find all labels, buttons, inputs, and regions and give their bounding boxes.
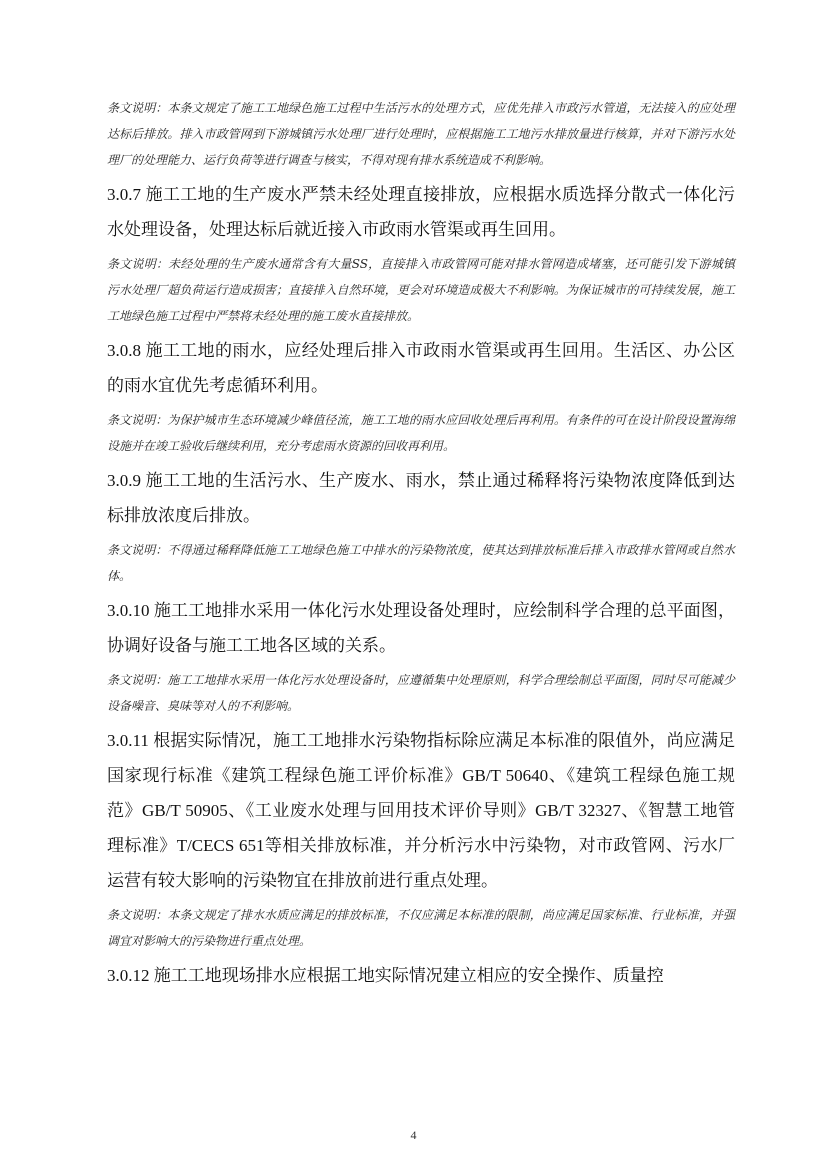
clause-3-0-7: 3.0.7 施工工地的生产废水严禁未经处理直接排放，应根据水质选择分散式一体化污水处理设备，处理达标后就近接入市政雨水管渠或再生回用。: [107, 185, 735, 239]
clause-explanation: 条文说明：本条文规定了排水水质应满足的排放标准，不仅应满足本标准的限制，尚应满足国家标准、行业标准，并强调宜对影响大的污染物进行重点处理。: [107, 908, 735, 948]
clause-explanation: 条文说明：本条文规定了施工工地绿色施工过程中生活污水的处理方式，应优先排入市政污水管道，无法接入的应处理达标后排放。排入市政管网到下游城镇污水处理厂进行处理时，应根据施工工地污水排放量进行核算，并对下游污水处理厂的处理能力、运行负荷等进行调查与核实，不得对现有排水系统造成不利影响。: [107, 101, 735, 167]
clause-explanation: 条文说明：施工工地排水采用一体化污水处理设备时，应遵循集中处理原则，科学合理绘制总平面图，同时尽可能减少设备噪音、臭味等对人的不利影响。: [107, 673, 735, 713]
clause-3-0-9: 3.0.9 施工工地的生活污水、生产废水、雨水，禁止通过稀释将污染物浓度降低到达标排放浓度后排放。: [107, 471, 735, 525]
clause-explanation: 条文说明：为保护城市生态环境减少峰值径流，施工工地的雨水应回收处理后再利用。有条件的可在设计阶段设置海绵设施并在竣工验收后继续利用，充分考虑雨水资源的回收再利用。: [107, 413, 735, 453]
clause-3-0-12: 3.0.12 施工工地现场排水应根据工地实际情况建立相应的安全操作、质量控: [107, 966, 664, 985]
page-content: [107, 95, 735, 993]
page-number: 4: [410, 1128, 417, 1142]
clause-explanation: 条文说明：未经处理的生产废水通常含有大量SS，直接排入市政管网可能对排水管网造成堵塞，还可能引发下游城镇污水处理厂超负荷运行造成损害；直接排入自然环境，更会对环境造成极大不利影响。为保证城市的可持续发展，施工工地绿色施工过程中严禁将未经处理的施工废水直接排放。: [107, 257, 735, 323]
clause-3-0-11: 3.0.11 根据实际情况，施工工地排水污染物指标除应满足本标准的限值外，尚应满足国家现行标准《建筑工程绿色施工评价标准》GB/T 50640、《建筑工程绿色施工规范》GB/T 50905、《工业废水处理与回用技术评价导则》GB/T 32327、《智慧工地管理标准》T/CECS 651等相关排放标准，并分析污水中污染物，对市政管网、污水厂运营有较大影响的污染物宜在排放前进行重点处理。: [107, 731, 735, 890]
clause-explanation: 条文说明：不得通过稀释降低施工工地绿色施工中排水的污染物浓度，使其达到排放标准后排入市政排水管网或自然水体。: [107, 543, 735, 583]
clause-3-0-8: 3.0.8 施工工地的雨水，应经处理后排入市政雨水管渠或再生回用。生活区、办公区的雨水宜优先考虑循环利用。: [107, 341, 735, 395]
clause-3-0-10: 3.0.10 施工工地排水采用一体化污水处理设备处理时，应绘制科学合理的总平面图，协调好设备与施工工地各区域的关系。: [107, 601, 735, 655]
